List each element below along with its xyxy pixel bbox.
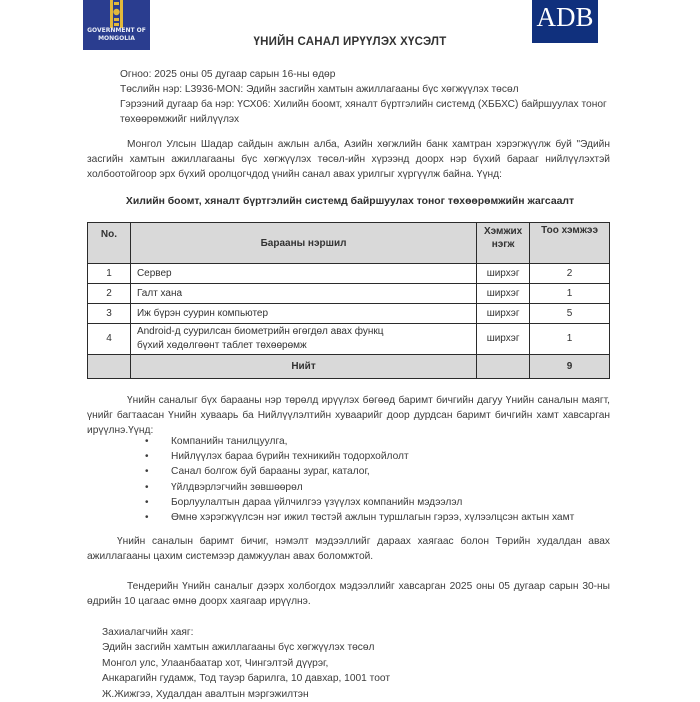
total-label: Нийт <box>130 355 476 379</box>
header-unit: Хэмжих нэгж <box>477 223 530 264</box>
required-documents-list <box>145 434 574 525</box>
row-quantity: 2 <box>530 264 610 284</box>
address-line: Ж.Жижгээ, Худалдан авалтын мэргэжилтэн <box>102 688 309 700</box>
meta-contract: Гэрээний дугаар ба нэр: ҮСХ06: Хилийн боомт, хяналт бүртгэлийн системд (ХББХС) байршуулах тоног төхөөрөмжийг нийлүүлэх <box>120 99 607 125</box>
header-no: No. <box>88 223 131 264</box>
list-item: • Үйлдвэрлэгчийн зөвшөөрөл <box>145 480 574 495</box>
row-item-name: Android-д суурилсан биометрийн өгөгдөл авах функц бүхий хөдөлгөөнт таблет төхөөрөмж <box>130 324 476 355</box>
submission-paragraph <box>87 393 610 438</box>
list-item: • Борлуулалтын дараа үйлчилгээ үзүүлэх компанийн мэдээлэл <box>145 495 574 510</box>
row-item-name: Сервер <box>130 264 476 284</box>
row-unit: ширхэг <box>477 264 530 284</box>
row-unit: ширхэг <box>477 324 530 355</box>
table-row <box>88 304 610 324</box>
list-item: • Компанийн танилцуулга, <box>145 434 574 449</box>
list-item: • Өмнө хэрэгжүүлсэн нэг ижил төстэй ажлын туршлагын гэрээ, хүлээлцсэн актын хамт <box>145 510 574 525</box>
client-address <box>102 625 390 702</box>
row-no: 3 <box>88 304 131 324</box>
row-unit: ширхэг <box>477 304 530 324</box>
meta-date: Огноо: 2025 оны 05 дугаар сарын 16-ны өдөр <box>120 69 336 80</box>
table-total-row <box>88 355 610 379</box>
total-unit-cell <box>477 355 530 379</box>
address-line: Монгол улс, Улаанбаатар хот, Чингэлтэй дүүрэг, <box>102 657 329 669</box>
total-quantity: 9 <box>530 355 610 379</box>
address-label: Захиалагчийн хаяг: <box>102 627 194 638</box>
list-item: • Санал болгож буй барааны зураг, каталог, <box>145 464 574 479</box>
row-quantity: 5 <box>530 304 610 324</box>
row-item-name: Галт хана <box>130 284 476 304</box>
deadline-paragraph-text: Тендерийн Үнийн саналыг дээрх холбогдох мэдээллийг хавсарган 2025 оны 05 дугаар сарын 30-ны өдрийн 10 цагаас өмнө доорх хаягаар ирүүлнэ. <box>87 581 610 607</box>
government-logo-line1: GOVERNMENT OF <box>87 27 146 34</box>
header-quantity: Тоо хэмжээ <box>530 223 610 264</box>
document-meta <box>120 67 620 127</box>
header-item-name: Барааны нэршил <box>130 223 476 264</box>
availability-paragraph <box>87 534 610 564</box>
intro-paragraph-text: Монгол Улсын Шадар сайдын ажлын алба, Азийн хөгжлийн банк хамтран хэрэгжүүлж буй "Эдийн засгийн хамтын ажиллагааны бүс хөгжүүлэх төсөл-ийн хүрээнд доорх нэр бүхий барааг нийлүүлэхтэй холбоотойгоор эрх бүхий оролцогчдод үнийн санал авах урилгыг хүргүүлж байна. Үүнд: <box>87 139 610 180</box>
soyombo-emblem-icon <box>110 0 123 28</box>
total-no-cell <box>88 355 131 379</box>
table-row <box>88 264 610 284</box>
intro-paragraph <box>87 137 610 182</box>
submission-paragraph-text: Үнийн саналыг бүх барааны нэр төрөлд ирүүлэх бөгөөд баримт бичгийн дагуу Үнийн саналын маягт, үнийг багтаасан Үнийн хуваарь ба Нийлүүлэлтийн хуваарийг доор дурдсан баримт бичгийн хамт хавсарган ирүүлнэ.Үүнд: <box>87 395 610 436</box>
table-title: Хилийн боомт, хяналт бүртгэлийн системд байршуулах тоног төхөөрөмжийн жагсаалт <box>125 196 575 207</box>
list-item: • Нийлүүлэх бараа бүрийн техникийн тодорхойлолт <box>145 449 574 464</box>
deadline-paragraph <box>87 579 610 609</box>
table-header-row <box>88 223 610 264</box>
adb-logo: ADB <box>532 0 598 43</box>
row-unit: ширхэг <box>477 284 530 304</box>
table-row <box>88 324 610 355</box>
government-logo-line2: MONGOLIA <box>98 35 135 42</box>
row-quantity: 1 <box>530 284 610 304</box>
row-quantity: 1 <box>530 324 610 355</box>
row-item-name: Иж бүрэн суурин компьютер <box>130 304 476 324</box>
address-line: Анкарагийн гудамж, Тод тауэр барилга, 10 давхар, 1001 тоот <box>102 673 390 685</box>
row-no: 2 <box>88 284 131 304</box>
availability-paragraph-text: Үнийн саналын баримт бичиг, нэмэлт мэдээллийг дараах хаягаас болон Төрийн худалдан авах ажиллагааны цахим системээр дамжуулан авах боломжтой. <box>87 536 610 562</box>
row-no: 4 <box>88 324 131 355</box>
equipment-table <box>87 222 610 379</box>
meta-project: Төслийн нэр: L3936-MON: Эдийн засгийн хамтын ажиллагааны бүс хөгжүүлэх төсөл <box>120 84 519 95</box>
table-row <box>88 284 610 304</box>
document-title: ҮНИЙН САНАЛ ИРҮҮЛЭХ ХҮСЭЛТ <box>253 36 447 48</box>
address-line: Эдийн засгийн хамтын ажиллагааны бүс хөгжүүлэх төсөл <box>102 642 375 654</box>
row-no: 1 <box>88 264 131 284</box>
